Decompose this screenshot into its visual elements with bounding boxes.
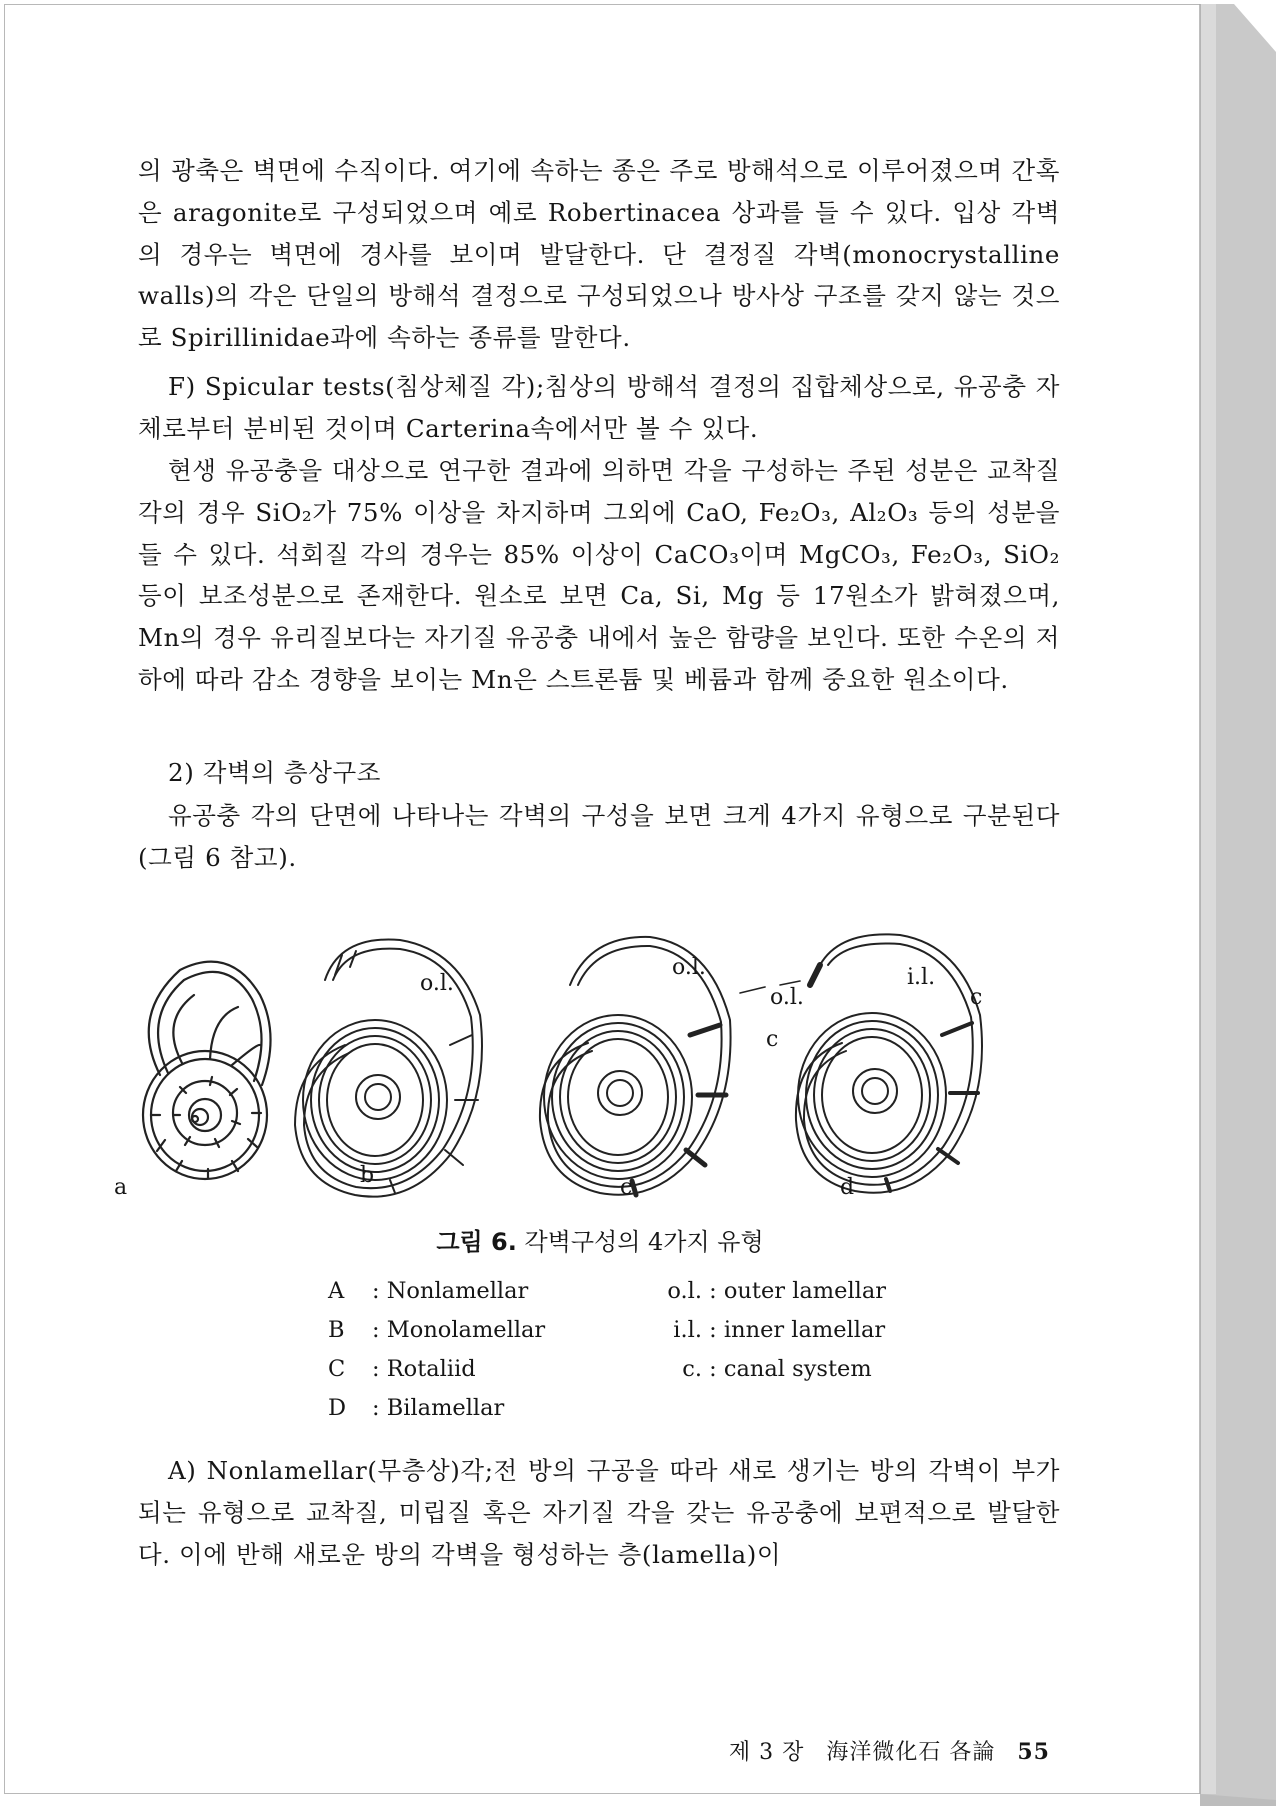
panel-b-monolamellar xyxy=(295,940,482,1197)
panel-label-a: a xyxy=(114,1175,128,1200)
legend-item: o.l. : outer lamellar xyxy=(640,1272,886,1311)
section-heading: 2) 각벽의 층상구조 xyxy=(168,758,381,787)
label-ol-d: o.l. xyxy=(770,985,804,1010)
legend-key: A xyxy=(328,1278,345,1304)
panel-d-bilamellar xyxy=(740,934,982,1192)
label-c-panel-d: c xyxy=(970,985,983,1010)
legend-key: c. xyxy=(682,1356,702,1382)
legend-item: A : Nonlamellar xyxy=(328,1272,545,1311)
legend-item: C : Rotaliid xyxy=(328,1350,545,1389)
legend-item: c. : canal system xyxy=(640,1350,886,1389)
legend-key: o.l. xyxy=(667,1278,702,1304)
footer-title: 海洋微化石 各論 xyxy=(826,1740,996,1765)
panel-label-b: b xyxy=(360,1163,375,1188)
legend-left xyxy=(328,1272,545,1428)
label-ol-c: o.l. xyxy=(672,955,706,980)
legend-item: D : Bilamellar xyxy=(328,1389,545,1428)
legend-value: Rotaliid xyxy=(386,1356,476,1382)
figure-caption xyxy=(0,1222,1200,1257)
label-il-d: i.l. xyxy=(907,965,936,990)
legend-key: i.l. xyxy=(673,1317,702,1343)
paragraph-2: F) Spicular tests(침상체질 각);침상의 방해석 결정의 집합체상으로, 유공충 자체로부터 분비된 것이며 Carterina속에서만 볼 수 있다. xyxy=(138,372,1060,443)
paragraph-1: 의 광축은 벽면에 수직이다. 여기에 속하는 종은 주로 방해석으로 이루어졌으며 간혹은 aragonite로 구성되었으며 예로 Robertinacea 상과를 들 수 있다. 입상 각벽의 경우는 벽면에 경사를 보이며 발달한다. 단 결정질 각벽(monocrystalline walls)의 각은 단일의 방해석 결정으로 구성되었으나 방사상 구조를 갖지 않는 것으로 Spirillinidae과에 속하는 종류를 말한다. xyxy=(138,156,1060,353)
legend-key: C xyxy=(328,1356,346,1382)
panel-a-nonlamellar xyxy=(143,962,271,1179)
legend-key: B xyxy=(328,1317,345,1343)
figure-6 xyxy=(114,925,1080,1215)
legend-item: i.l. : inner lamellar xyxy=(640,1311,886,1350)
panel-label-c: c xyxy=(620,1175,633,1200)
legend-value: outer lamellar xyxy=(723,1278,887,1304)
caption-text: 각벽구성의 4가지 유형 xyxy=(516,1228,764,1256)
legend-value: Bilamellar xyxy=(386,1395,505,1421)
paragraph-3: 현생 유공충을 대상으로 연구한 결과에 의하면 각을 구성하는 주된 성분은 교착질 각의 경우 SiO₂가 75% 이상을 차지하며 그외에 CaO, Fe₂O₃, Al₂O₃ 등의 성분을 들 수 있다. 석회질 각의 경우는 85% 이상이 CaCO₃이며 MgCO₃, Fe₂O₃, SiO₂ 등이 보조성분으로 존재한다. 원소로 보면 Ca, Si, Mg 등 17원소가 밝혀졌으며, Mn의 경우 유리질보다는 자기질 유공충 내에서 높은 함량을 보인다. 또한 수온의 저하에 따라 감소 경향을 보이는 Mn은 스트론튬 및 베륨과 함께 중요한 원소이다. xyxy=(138,456,1060,694)
legend-item: B : Monolamellar xyxy=(328,1311,545,1350)
paragraph-5: A) Nonlamellar(무층상)각;전 방의 구공을 따라 새로 생기는 방의 각벽이 부가되는 유형으로 교착질, 미립질 혹은 자기질 각을 갖는 유공충에 보편적으로 발달한다. 이에 반해 새로운 방의 각벽을 형성하는 층(lamella)이 xyxy=(138,1456,1060,1569)
legend-value: canal system xyxy=(723,1356,872,1382)
paragraph-4: 유공충 각의 단면에 나타나는 각벽의 구성을 보면 크게 4가지 유형으로 구분된다(그림 6 참고). xyxy=(138,801,1060,872)
label-ol-b: o.l. xyxy=(420,971,454,996)
wall-types-illustration xyxy=(120,925,1080,1215)
legend-value: Nonlamellar xyxy=(386,1278,529,1304)
legend-right xyxy=(640,1272,886,1389)
legend-value: Monolamellar xyxy=(386,1317,546,1343)
panel-label-d: d xyxy=(840,1175,855,1200)
running-footer xyxy=(715,1735,1050,1766)
legend-key: D xyxy=(328,1395,347,1421)
footer-chapter: 제 3 장 xyxy=(728,1740,805,1765)
page-number: 55 xyxy=(1017,1739,1050,1765)
legend-value: inner lamellar xyxy=(723,1317,886,1343)
caption-prefix: 그림 6. xyxy=(436,1228,517,1256)
label-c-panel-c: c xyxy=(766,1027,779,1052)
